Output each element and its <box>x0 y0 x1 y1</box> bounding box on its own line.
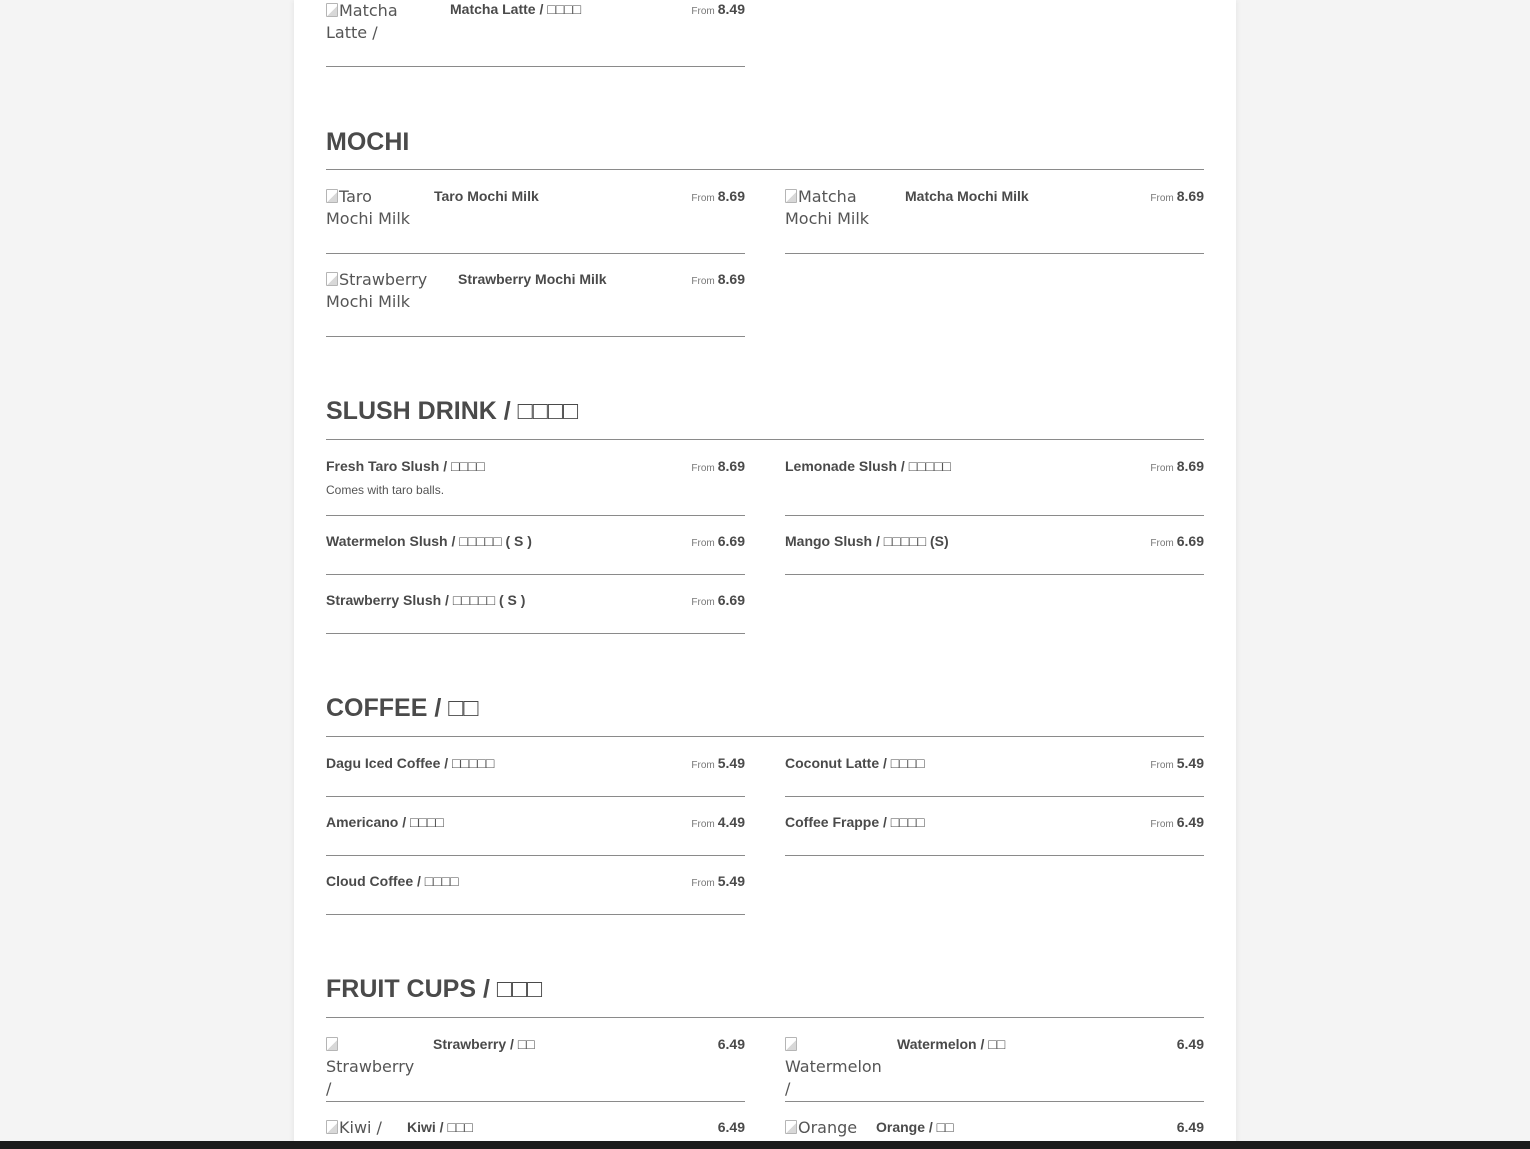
menu-item-name[interactable]: Matcha Latte / □□□□ <box>450 1 582 17</box>
broken-image-icon <box>326 189 338 203</box>
menu-item-price: From 5.49 <box>691 755 745 771</box>
menu-item-image: Matcha Latte / <box>326 1 398 42</box>
menu-item-name[interactable]: Americano / □□□□ <box>326 814 444 830</box>
item-divider <box>326 855 745 856</box>
section-title-slush: SLUSH DRINK / □□□□ <box>326 397 579 425</box>
menu-item-name[interactable]: Strawberry Mochi Milk <box>458 271 607 287</box>
menu-item-image: Kiwi / <box>326 1117 390 1141</box>
menu-item-image: Taro Mochi Milk <box>326 187 411 228</box>
menu-item-description: Comes with taro balls. <box>326 483 445 497</box>
broken-image-icon <box>785 189 797 203</box>
item-divider <box>785 1101 1204 1102</box>
section-divider <box>326 439 1204 440</box>
menu-item-image: Strawberry Mochi Milk <box>326 270 428 311</box>
menu-item-price: From 8.69 <box>691 458 745 474</box>
menu-page <box>294 0 1236 1149</box>
broken-image-icon <box>785 1120 797 1134</box>
item-divider <box>326 336 745 337</box>
menu-item-image: Matcha Mochi Milk <box>785 187 870 228</box>
menu-item-name[interactable]: Coffee Frappe / □□□□ <box>785 814 925 830</box>
menu-item-name[interactable]: Dagu Iced Coffee / □□□□□ <box>326 755 495 771</box>
menu-item-price: From 5.49 <box>1150 755 1204 771</box>
broken-image-icon <box>326 1037 338 1051</box>
menu-item-name[interactable]: Orange / □□ <box>876 1119 954 1135</box>
section-title-mochi: MOCHI <box>326 128 410 156</box>
item-divider <box>326 574 745 575</box>
menu-item-price: From 6.69 <box>691 533 745 549</box>
menu-item-name[interactable]: Taro Mochi Milk <box>434 188 539 204</box>
section-divider <box>326 1017 1204 1018</box>
menu-item-name[interactable]: Cloud Coffee / □□□□ <box>326 873 459 889</box>
menu-item-price: From 8.69 <box>1150 188 1204 204</box>
item-divider <box>785 855 1204 856</box>
menu-item-price: From 8.69 <box>691 188 745 204</box>
menu-item-price: 6.49 <box>717 1036 745 1052</box>
menu-item-price: From 6.49 <box>1150 814 1204 830</box>
section-divider <box>326 736 1204 737</box>
menu-item-name[interactable]: Coconut Latte / □□□□ <box>785 755 925 771</box>
bottom-bar <box>0 1141 1530 1149</box>
menu-item-price: From 8.69 <box>1150 458 1204 474</box>
item-divider <box>326 66 745 67</box>
section-divider <box>326 169 1204 170</box>
menu-item-price: 6.49 <box>1176 1119 1204 1135</box>
menu-item-name[interactable]: Matcha Mochi Milk <box>905 188 1029 204</box>
menu-item-name[interactable]: Fresh Taro Slush / □□□□ <box>326 458 485 474</box>
item-divider <box>785 253 1204 254</box>
item-divider <box>326 633 745 634</box>
menu-item-name[interactable]: Watermelon / □□ <box>897 1036 1006 1052</box>
menu-item-name[interactable]: Strawberry Slush / □□□□□ ( S ) <box>326 592 526 608</box>
menu-item-name[interactable]: Mango Slush / □□□□□ (S) <box>785 533 949 549</box>
menu-item-image: Watermelon / <box>785 1034 881 1100</box>
item-divider <box>785 796 1204 797</box>
menu-item-image: Orange <box>785 1117 861 1141</box>
menu-item-name[interactable]: Kiwi / □□□ <box>407 1119 473 1135</box>
menu-item-price: From 6.69 <box>691 592 745 608</box>
menu-item-name[interactable]: Strawberry / □□ <box>433 1036 535 1052</box>
item-divider <box>326 914 745 915</box>
item-divider <box>326 515 745 516</box>
item-divider <box>326 1101 745 1102</box>
broken-image-icon <box>326 3 338 17</box>
broken-image-icon <box>326 272 338 286</box>
menu-item-price: 6.49 <box>1176 1036 1204 1052</box>
menu-item-name[interactable]: Watermelon Slush / □□□□□ ( S ) <box>326 533 532 549</box>
menu-item-price: From 6.69 <box>1150 533 1204 549</box>
broken-image-icon <box>785 1037 797 1051</box>
broken-image-icon <box>326 1120 338 1134</box>
menu-item-price: From 4.49 <box>691 814 745 830</box>
section-title-coffee: COFFEE / □□ <box>326 694 479 722</box>
item-divider <box>326 253 745 254</box>
item-divider <box>785 574 1204 575</box>
item-divider <box>326 796 745 797</box>
menu-item-price: From 5.49 <box>691 873 745 889</box>
menu-item-price: From 8.49 <box>691 1 745 17</box>
menu-item-name[interactable]: Lemonade Slush / □□□□□ <box>785 458 951 474</box>
item-divider <box>785 515 1204 516</box>
menu-item-price: 6.49 <box>717 1119 745 1135</box>
section-title-fruit-cups: FRUIT CUPS / □□□ <box>326 975 543 1003</box>
menu-item-price: From 8.69 <box>691 271 745 287</box>
menu-item-image: Strawberry / <box>326 1034 420 1078</box>
